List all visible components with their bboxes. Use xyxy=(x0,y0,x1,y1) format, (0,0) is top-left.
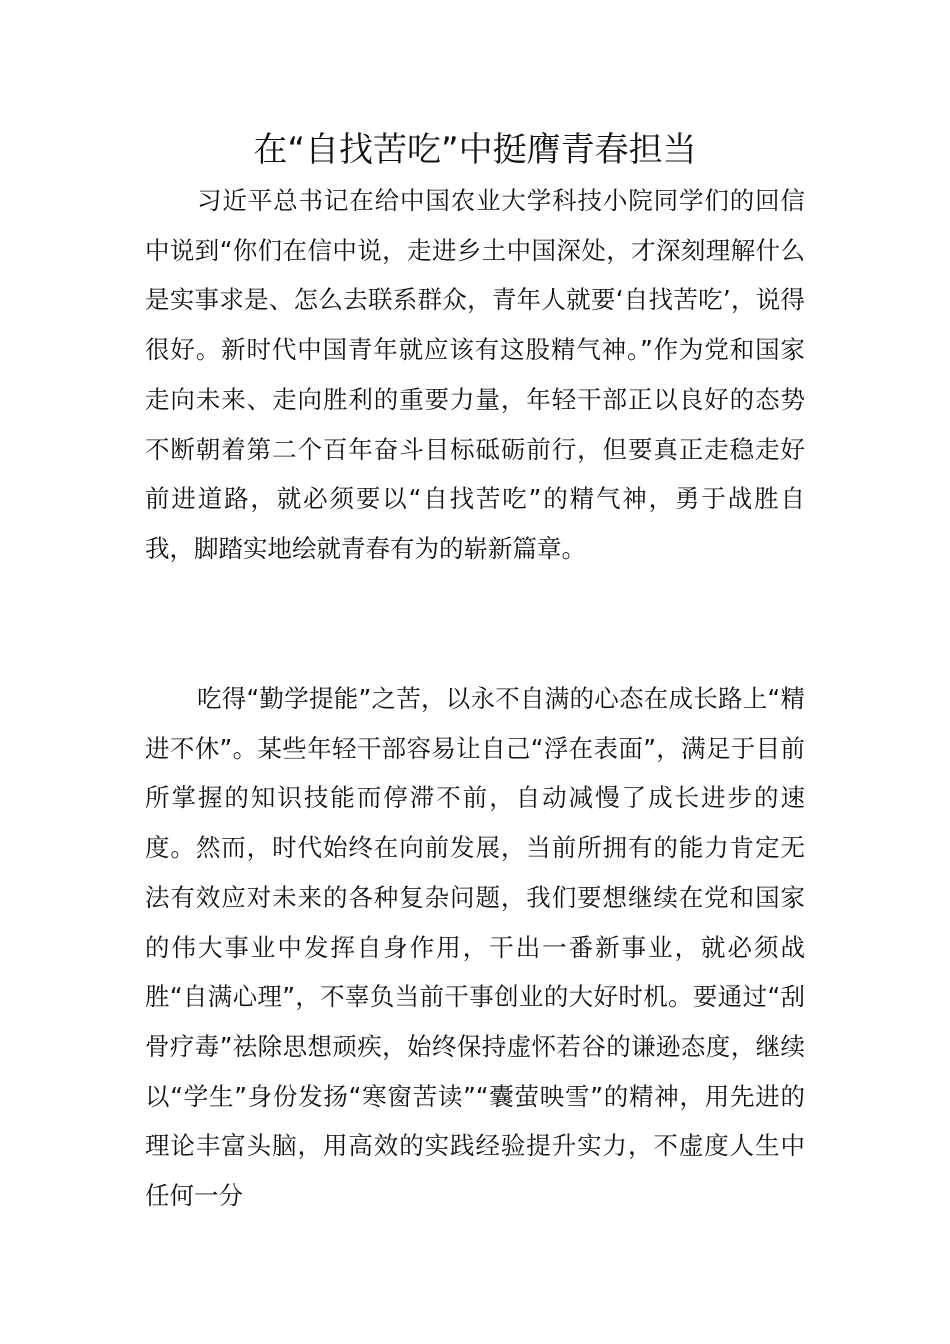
document-title: 在“自找苦吃”中挺膺青春担当 xyxy=(253,130,697,170)
paragraph-1: 习近平总书记在给中国农业大学科技小院同学们的回信中说到“你们在信中说，走进乡土中国深处，才深刻理解什么是实事求是、怎么去联系群众，青年人就要‘自找苦吃’，说得很好。新时代中国青年就应该有这股精气神。”作为党和国家走向未来、走向胜利的重要力量，年轻干部正以良好的态势不断朝着第二个百年奋斗目标砥砺前行，但要真正走稳走好前进道路，就必须要以“自找苦吃”的精气神，勇于战胜自我，脚踏实地绘就青春有为的崭新篇章。 xyxy=(145,186,805,563)
paragraph-2: 吃得“勤学提能”之苦，以永不自满的心态在成长路上“精进不休”。某些年轻干部容易让自己“浮在表面”，满足于目前所掌握的知识技能而停滞不前，自动减慢了成长进步的速度。然而，时代始终在向前发展，当前所拥有的能力肯定无法有效应对未来的各种复杂问题，我们要想继续在党和国家的伟大事业中发挥自身作用，干出一番新事业，就必须战胜“自满心理”，不辜负当前干事创业的大好时机。要通过“刮骨疗毒”祛除思想顽疾，始终保持虚怀若谷的谦逊态度，继续以“学生”身份发扬“寒窗苦读”“囊萤映雪”的精神，用先进的理论丰富头脑，用高效的实践经验提升实力，不虚度人生中任何一分 xyxy=(145,684,805,1211)
